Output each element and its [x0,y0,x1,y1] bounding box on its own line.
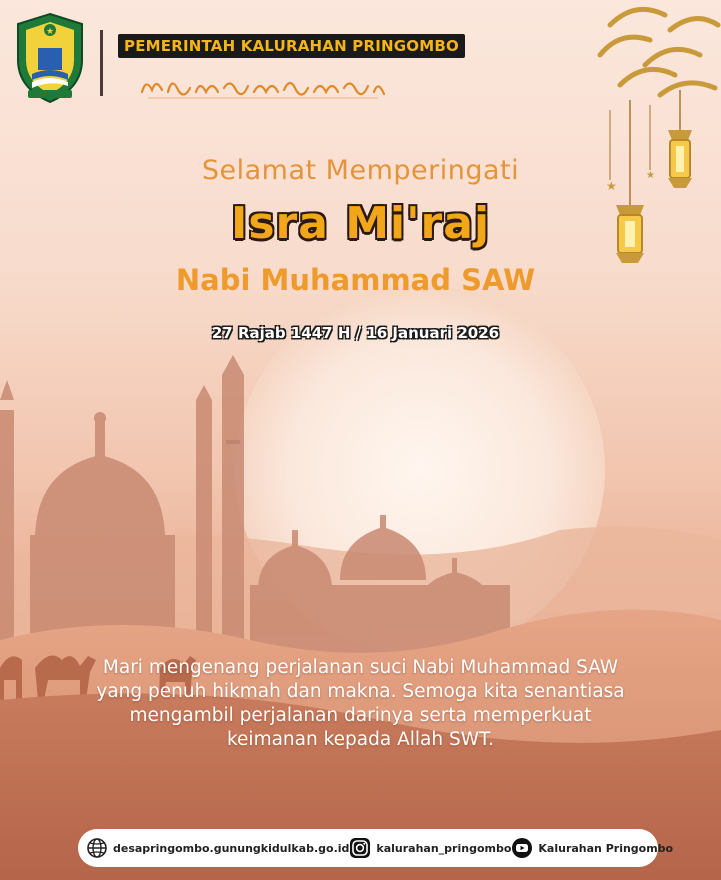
message-line: mengambil perjalanan darinya serta memperkuat [129,705,592,726]
social-footer [78,829,674,867]
instagram-icon [349,837,371,859]
youtube-link[interactable] [511,837,673,859]
instagram-link[interactable] [349,837,511,859]
javanese-script-inscription [138,70,388,104]
message-line: yang penuh hikmah dan makna. Semoga kita senantiasa [96,681,625,702]
event-date: 27 Rajab 1447 H / 16 Januari 2026 [211,324,500,342]
svg-text:★: ★ [606,179,617,193]
organization-title: PEMERINTAH KALURAHAN PRINGOMBO [118,34,465,58]
globe-icon [86,837,108,859]
message-line: keimanan kepada Allah SWT. [227,729,494,750]
message-line: Mari mengenang perjalanan suci Nabi Muhammad SAW [102,657,619,678]
website-link[interactable] [86,837,349,859]
website-label: desapringombo.gunungkidulkab.go.id [113,841,350,855]
event-subtitle: Nabi Muhammad SAW [175,263,536,297]
youtube-icon [511,837,533,859]
event-title: Isra Mi'raj [230,198,491,249]
instagram-label: kalurahan_pringombo [376,841,512,855]
svg-text:★: ★ [646,170,655,181]
gunungkidul-regency-crest-icon [10,10,90,105]
greeting-heading: Selamat Memperingati [201,155,520,186]
greeting-message [40,656,681,752]
crescent-ornament [600,9,718,95]
header-divider [100,30,103,96]
svg-text:★: ★ [46,27,55,37]
youtube-label: Kalurahan Pringombo [538,841,674,855]
